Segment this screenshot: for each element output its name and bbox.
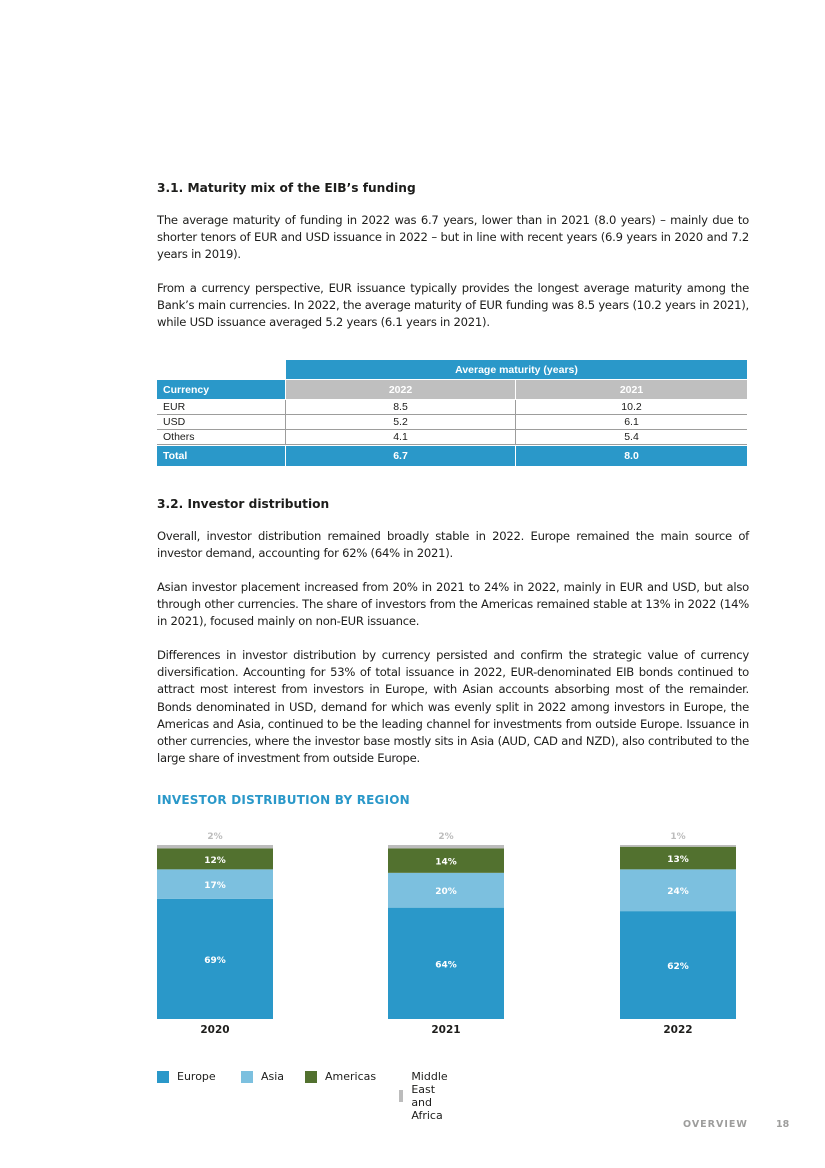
column-header-2022: 2022 [286, 380, 515, 399]
legend-item-middle-east-africa [399, 1070, 455, 1122]
paragraph-investor-3: Differences in investor distribution by currency persisted and confirm the strategic value of currency diversification. Accounting for 53% of total issuance in 2022, EUR-denominated EIB bonds continued to attract most interest from investors in Europe, with Asian accounts absorbing most of the remainder. Bonds denominated in USD, demand for which was evenly split in 2022 among investors in Europe, the Americas and Asia, continued to be the leading channel for investments from outside Europe. Issuance in other currencies, where the investor base mostly sits in Asia (AUD, CAD and NZD), also contributed to the large share of investment from outside Europe. [157, 648, 749, 766]
table-cell-currency: EUR [163, 401, 186, 413]
bar-segment-middle-east-and-africa-2022 [620, 845, 736, 847]
legend-label: Asia [261, 1070, 285, 1083]
data-label-middle-east-and-africa-2021: 2% [438, 832, 454, 842]
legend-label: Americas [325, 1070, 377, 1083]
data-label-asia-2022: 24% [667, 887, 689, 898]
data-label-europe-2021: 64% [435, 960, 457, 971]
legend-item-europe [157, 1070, 216, 1083]
data-label-americas-2020: 12% [204, 855, 226, 866]
data-label-asia-2021: 20% [435, 887, 457, 898]
table-total-2022: 6.7 [286, 446, 515, 466]
table-cell-2022: 5.2 [393, 416, 408, 428]
table-group-header: Average maturity (years) [286, 360, 747, 379]
legend-swatch-europe [157, 1071, 169, 1083]
footer-section-label: OVERVIEW [683, 1119, 748, 1130]
legend-swatch-asia [241, 1071, 253, 1083]
bar-segment-middle-east-and-africa-2021 [388, 845, 504, 848]
table-cell-2022: 8.5 [393, 401, 408, 413]
data-label-middle-east-and-africa-2022: 1% [670, 832, 686, 842]
table-cell-2021: 6.1 [624, 416, 639, 428]
table-total-label: Total [157, 446, 285, 466]
bar-segment-middle-east-and-africa-2020 [157, 845, 273, 848]
section-heading-maturity: 3.1. Maturity mix of the EIB’s funding [157, 181, 416, 195]
x-tick-label-2022: 2022 [663, 1024, 693, 1036]
table-cell-currency: USD [163, 416, 186, 428]
table-total-2021: 8.0 [516, 446, 747, 466]
data-label-europe-2022: 62% [667, 962, 689, 973]
data-label-asia-2020: 17% [204, 881, 226, 892]
paragraph-investor-2: Asian investor placement increased from 20% in 2021 to 24% in 2022, mainly in EUR and USD, but also through other currencies. The share of investors from the Americas remained stable at 13% in 2022 (14% in 2021), focused mainly on non-EUR issuance. [157, 580, 749, 629]
table-cell-2022: 4.1 [393, 431, 408, 443]
table-cell-2021: 5.4 [624, 431, 639, 443]
data-label-europe-2020: 69% [204, 955, 226, 966]
page-number: 18 [776, 1119, 790, 1130]
x-tick-label-2020: 2020 [200, 1024, 230, 1036]
section-heading-investor: 3.2. Investor distribution [157, 497, 330, 511]
legend-swatch-middle-east-africa [399, 1090, 403, 1102]
x-tick-label-2021: 2021 [431, 1024, 461, 1036]
table-cell-currency: Others [163, 431, 195, 443]
chart-title: INVESTOR DISTRIBUTION BY REGION [157, 793, 410, 807]
legend-label: Europe [177, 1070, 216, 1083]
table-cell-2021: 10.2 [621, 401, 642, 413]
paragraph-maturity-1: The average maturity of funding in 2022 was 6.7 years, lower than in 2021 (8.0 years) – mainly due to shorter tenors of EUR and USD issuance in 2022 – but in line with recent years (6.9 years in 2020 and 7.2 years in 2019). [157, 213, 749, 262]
legend-label: Middle East and Africa [411, 1070, 448, 1122]
paragraph-maturity-2: From a currency perspective, EUR issuance typically provides the longest average maturity among the Bank’s main currencies. In 2022, the average maturity of EUR funding was 8.5 years (10.2 years in 2021), while USD issuance averaged 5.2 years (6.1 years in 2021). [157, 281, 749, 330]
legend-item-asia [241, 1070, 284, 1083]
data-label-americas-2021: 14% [435, 857, 457, 868]
column-header-currency: Currency [157, 380, 285, 399]
paragraph-investor-1: Overall, investor distribution remained broadly stable in 2022. Europe remained the main source of investor demand, accounting for 62% (64% in 2021). [157, 529, 749, 561]
data-label-middle-east-and-africa-2020: 2% [207, 832, 223, 842]
data-label-americas-2022: 13% [667, 855, 689, 866]
legend-item-americas [305, 1070, 376, 1083]
column-header-2021: 2021 [516, 380, 747, 399]
legend-swatch-americas [305, 1071, 317, 1083]
